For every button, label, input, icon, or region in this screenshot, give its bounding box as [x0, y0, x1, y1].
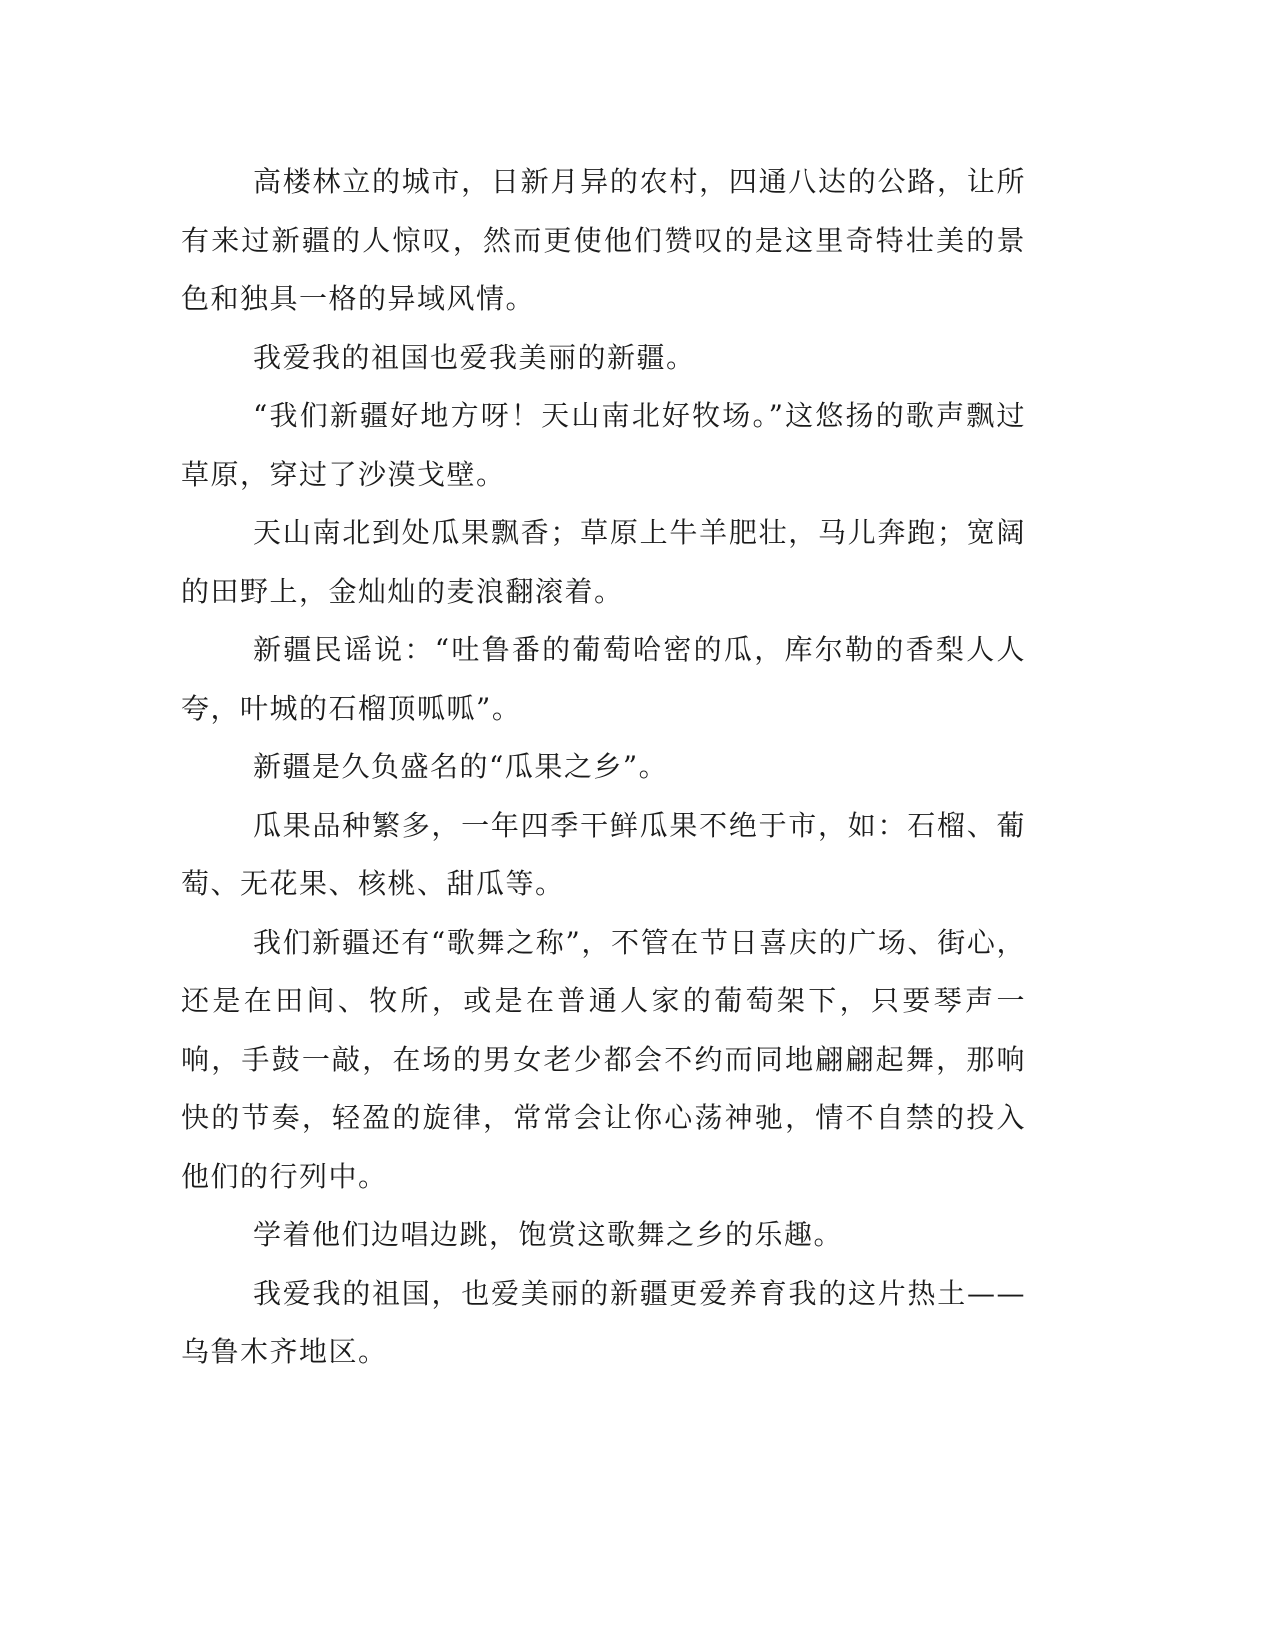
paragraph: 我爱我的祖国也爱我美丽的新疆。 [253, 340, 696, 374]
paragraph: 高楼林立的城市，日新月异的农村，四通八达的公路，让所有来过新疆的人惊叹，然而更使他们赞叹的是这里奇特壮美的景色和独具一格的异域风情。 [181, 165, 1026, 315]
paragraph: 新疆是久负盛名的“瓜果之乡”。 [253, 750, 669, 783]
paragraph: “我们新疆好地方呀！天山南北好牧场。”这悠扬的歌声飘过草原，穿过了沙漠戈壁。 [181, 399, 1026, 491]
paragraph: 瓜果品种繁多，一年四季干鲜瓜果不绝于市，如：石榴、葡萄、无花果、核桃、甜瓜等。 [181, 808, 1026, 900]
document-body [181, 153, 1026, 1382]
paragraph: 学着他们边唱边跳，饱赏这歌舞之乡的乐趣。 [253, 1218, 844, 1251]
paragraph: 我爱我的祖国，也爱美丽的新疆更爱养育我的这片热土——乌鲁木齐地区。 [181, 1276, 1026, 1368]
paragraph: 新疆民谣说：“吐鲁番的葡萄哈密的瓜，库尔勒的香梨人人夸，叶城的石榴顶呱呱”。 [181, 633, 1026, 725]
paragraph: 我们新疆还有“歌舞之称”，不管在节日喜庆的广场、街心，还是在田间、牧所，或是在普通人家的葡萄架下，只要琴声一响，手鼓一敲，在场的男女老少都会不约而同地翩翩起舞，那响快的节奏，轻盈的旋律，常常会让你心荡神驰，情不自禁的投入他们的行列中。 [181, 925, 1026, 1193]
paragraph: 天山南北到处瓜果飘香；草原上牛羊肥壮，马儿奔跑；宽阔的田野上，金灿灿的麦浪翻滚着。 [181, 516, 1026, 608]
